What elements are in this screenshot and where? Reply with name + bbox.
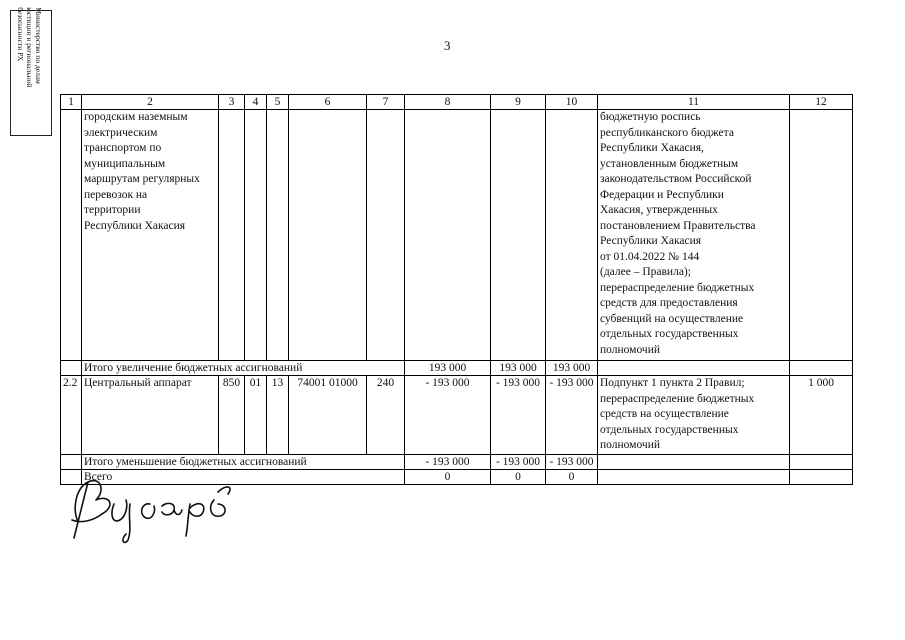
cell-line: отдельных государственных — [600, 423, 739, 436]
grand-total-label: Всего — [82, 469, 405, 484]
cell-line: Республики Хакасия — [600, 235, 702, 247]
increase-total-label: Итого увеличение бюджетных ассигнований — [82, 361, 405, 376]
code-subsection: 13 — [267, 376, 289, 455]
stamp-line: Министерство по делам — [34, 7, 44, 84]
header-cell: 9 — [491, 95, 546, 110]
cell-line: республиканского бюджета — [600, 126, 734, 139]
table-cell — [219, 110, 245, 361]
increase-total-col10: 193 000 — [546, 361, 598, 376]
cell-line: субвенций на осуществление — [600, 312, 744, 325]
basis-cell — [598, 376, 790, 455]
table-header-row — [61, 95, 853, 110]
cell-line: законодательством Российской — [600, 173, 752, 185]
cell-line: от 01.04.2022 № 144 — [600, 250, 700, 263]
cell-line: территории — [84, 204, 141, 216]
header-cell: 7 — [367, 95, 405, 110]
cell-line: городским наземным — [84, 111, 188, 123]
header-cell: 5 — [267, 95, 289, 110]
code-expense-type: 240 — [367, 376, 405, 455]
cell-line: полномочий — [600, 439, 660, 451]
cell-line: полномочий — [600, 343, 660, 356]
table-cell — [367, 110, 405, 361]
table-cell — [546, 110, 598, 361]
row-number: 2.2 — [61, 376, 82, 455]
decrease-total-label: Итого уменьшение бюджетных ассигнований — [82, 454, 405, 469]
increase-total-col9: 193 000 — [491, 361, 546, 376]
decrease-total-col9: - 193 000 — [491, 454, 546, 469]
table-cell — [790, 454, 853, 469]
cell-line: отдельных государственных — [600, 328, 739, 340]
cell-line: маршрутам регулярных — [84, 173, 200, 185]
cell-line: бюджетную роспись — [600, 111, 701, 123]
cell-line: перераспределение бюджетных — [600, 281, 755, 294]
cell-line: (далее – Правила); — [600, 266, 691, 278]
cell-line: средств для предоставления — [600, 297, 738, 309]
code-target-article: 74001 01000 — [289, 376, 367, 455]
table-cell — [598, 361, 790, 376]
table-cell — [598, 469, 790, 484]
table-cell — [491, 110, 546, 361]
stamp-text — [16, 7, 42, 131]
table-cell — [289, 110, 367, 361]
header-cell: 6 — [289, 95, 367, 110]
stamp-line: юстиции и региональной — [25, 7, 35, 88]
increase-total-row — [61, 361, 853, 376]
code-section: 01 — [245, 376, 267, 455]
grand-total-col8: 0 — [405, 469, 491, 484]
cell-line: перевозок на — [84, 188, 148, 201]
cell-line: муниципальным — [84, 157, 166, 170]
header-cell: 4 — [245, 95, 267, 110]
cell-line: постановлением Правительства — [600, 219, 756, 232]
registration-stamp — [10, 7, 52, 136]
grand-total-col10: 0 — [546, 469, 598, 484]
header-cell: 11 — [598, 95, 790, 110]
table-cell — [598, 454, 790, 469]
page-number: 3 — [444, 38, 451, 53]
stamp-line: безопасности РХ — [16, 7, 26, 62]
grand-total-col9: 0 — [491, 469, 546, 484]
decrease-total-col8: - 193 000 — [405, 454, 491, 469]
table-cell — [61, 454, 82, 469]
amount-col9: - 193 000 — [491, 376, 546, 455]
increase-total-col8: 193 000 — [405, 361, 491, 376]
table-cell — [790, 469, 853, 484]
table-cell — [790, 110, 853, 361]
table-cell — [61, 361, 82, 376]
budget-table — [60, 94, 853, 485]
cell-line: транспортом по — [84, 142, 162, 154]
cell-line: Хакасия, утвержденных — [600, 204, 718, 216]
header-cell: 1 — [61, 95, 82, 110]
header-cell: 8 — [405, 95, 491, 110]
table-cell — [245, 110, 267, 361]
amount-col10: - 193 000 — [546, 376, 598, 455]
cell-line: перераспределение бюджетных — [600, 392, 755, 405]
decrease-total-row — [61, 454, 853, 469]
code-col12: 1 000 — [790, 376, 853, 455]
cell-line: Республики Хакасия — [84, 219, 186, 232]
cell-line: электрическим — [84, 126, 158, 139]
table-row — [61, 376, 853, 455]
cell-line: Подпункт 1 пункта 2 Правил; — [600, 377, 745, 389]
header-cell: 3 — [219, 95, 245, 110]
recipient-name: Центральный аппарат — [82, 376, 219, 455]
header-cell: 10 — [546, 95, 598, 110]
table-cell — [267, 110, 289, 361]
table-cell — [61, 110, 82, 361]
handwritten-signature — [58, 470, 268, 550]
cell-line: установленным бюджетным — [600, 157, 739, 170]
table-cell — [790, 361, 853, 376]
header-cell: 12 — [790, 95, 853, 110]
recipient-description-cell — [82, 110, 219, 361]
table-row — [61, 110, 853, 361]
amount-col8: - 193 000 — [405, 376, 491, 455]
code-ministry: 850 — [219, 376, 245, 455]
cell-line: средств на осуществление — [600, 408, 729, 420]
decrease-total-col10: - 193 000 — [546, 454, 598, 469]
header-cell: 2 — [82, 95, 219, 110]
cell-line: Республики Хакасия, — [600, 142, 704, 154]
cell-line: Федерации и Республики — [600, 188, 724, 201]
table-cell — [405, 110, 491, 361]
basis-cell — [598, 110, 790, 361]
